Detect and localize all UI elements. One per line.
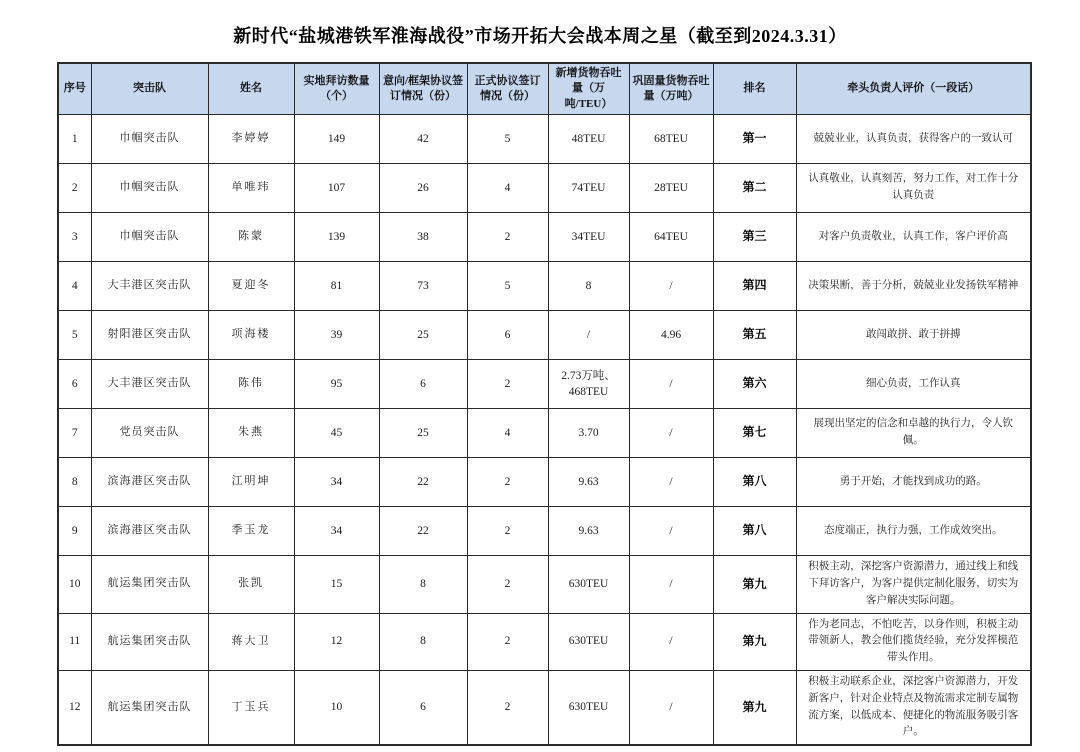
cell-serial-number: 12 [58, 670, 91, 745]
table-row [58, 360, 1031, 409]
cell-new-throughput: 74TEU [548, 164, 629, 213]
cell-consolidated-throughput: / [629, 556, 713, 613]
cell-serial-number: 7 [58, 409, 91, 458]
cell-new-throughput: 48TEU [548, 115, 629, 164]
table-row [58, 556, 1031, 613]
cell-person-name: 夏迎冬 [208, 262, 294, 311]
cell-consolidated-throughput: / [629, 409, 713, 458]
cell-leader-evaluation: 勇于开始，才能找到成功的路。 [796, 458, 1031, 507]
cell-leader-evaluation: 作为老同志，不怕吃苦，以身作则，积极主动带领新人，教会他们揽货经验，充分发挥模范带头作用。 [796, 613, 1031, 670]
cell-rank: 第四 [713, 262, 796, 311]
cell-consolidated-throughput: 68TEU [629, 115, 713, 164]
cell-field-visits: 149 [294, 115, 379, 164]
cell-rank: 第五 [713, 311, 796, 360]
cell-rank: 第七 [713, 409, 796, 458]
header-cell-leader-evaluation: 牵头负责人评价（一段话） [796, 63, 1031, 115]
cell-formal-agreements: 2 [467, 507, 548, 556]
cell-intent-agreements: 25 [379, 311, 467, 360]
cell-assault-team: 巾帼突击队 [91, 164, 208, 213]
table-body [58, 115, 1031, 745]
table-row [58, 311, 1031, 360]
cell-field-visits: 10 [294, 670, 379, 745]
cell-formal-agreements: 2 [467, 556, 548, 613]
cell-leader-evaluation: 展现出坚定的信念和卓越的执行力，令人钦佩。 [796, 409, 1031, 458]
cell-formal-agreements: 5 [467, 262, 548, 311]
cell-person-name: 朱燕 [208, 409, 294, 458]
cell-intent-agreements: 73 [379, 262, 467, 311]
cell-field-visits: 45 [294, 409, 379, 458]
page-title: 新时代“盐城港铁军淮海战役”市场开拓大会战本周之星（截至到2024.3.31） [233, 26, 847, 46]
cell-leader-evaluation: 细心负责，工作认真 [796, 360, 1031, 409]
cell-intent-agreements: 38 [379, 213, 467, 262]
cell-assault-team: 航运集团突击队 [91, 670, 208, 745]
cell-person-name: 蒋大卫 [208, 613, 294, 670]
cell-serial-number: 10 [58, 556, 91, 613]
cell-intent-agreements: 6 [379, 360, 467, 409]
cell-assault-team: 滨海港区突击队 [91, 458, 208, 507]
cell-consolidated-throughput: / [629, 613, 713, 670]
table-row [58, 213, 1031, 262]
cell-intent-agreements: 8 [379, 556, 467, 613]
header-cell-serial-number: 序号 [58, 63, 91, 115]
cell-formal-agreements: 2 [467, 458, 548, 507]
header-cell-person-name: 姓名 [208, 63, 294, 115]
header-cell-new-throughput: 新增货物吞吐量（万吨/TEU） [548, 63, 629, 115]
cell-serial-number: 2 [58, 164, 91, 213]
cell-serial-number: 8 [58, 458, 91, 507]
cell-new-throughput: 8 [548, 262, 629, 311]
cell-formal-agreements: 4 [467, 164, 548, 213]
cell-field-visits: 34 [294, 458, 379, 507]
header-cell-field-visits: 实地拜访数量（个） [294, 63, 379, 115]
cell-leader-evaluation: 兢兢业业，认真负责，获得客户的一致认可 [796, 115, 1031, 164]
cell-assault-team: 大丰港区突击队 [91, 262, 208, 311]
table-row [58, 409, 1031, 458]
header-cell-intent-agreements: 意向/框架协议签订情况（份） [379, 63, 467, 115]
cell-field-visits: 39 [294, 311, 379, 360]
cell-intent-agreements: 8 [379, 613, 467, 670]
cell-leader-evaluation: 态度端正，执行力强，工作成效突出。 [796, 507, 1031, 556]
cell-field-visits: 15 [294, 556, 379, 613]
cell-rank: 第八 [713, 458, 796, 507]
cell-formal-agreements: 2 [467, 213, 548, 262]
cell-field-visits: 139 [294, 213, 379, 262]
cell-assault-team: 滨海港区突击队 [91, 507, 208, 556]
cell-assault-team: 巾帼突击队 [91, 115, 208, 164]
cell-consolidated-throughput: 28TEU [629, 164, 713, 213]
cell-person-name: 季玉龙 [208, 507, 294, 556]
cell-leader-evaluation: 积极主动联系企业，深挖客户资源潜力，开发新客户，针对企业特点及物流需求定制专属物流方案，以低成本、便捷化的物流服务吸引客户。 [796, 670, 1031, 745]
table-row [58, 115, 1031, 164]
header-cell-rank: 排名 [713, 63, 796, 115]
cell-person-name: 张凯 [208, 556, 294, 613]
cell-leader-evaluation: 积极主动，深挖客户资源潜力，通过线上和线下拜访客户，为客户提供定制化服务，切实为客户解决实际问题。 [796, 556, 1031, 613]
cell-assault-team: 大丰港区突击队 [91, 360, 208, 409]
cell-consolidated-throughput: / [629, 262, 713, 311]
table-row [58, 670, 1031, 745]
cell-intent-agreements: 42 [379, 115, 467, 164]
cell-rank: 第二 [713, 164, 796, 213]
cell-assault-team: 射阳港区突击队 [91, 311, 208, 360]
cell-assault-team: 巾帼突击队 [91, 213, 208, 262]
cell-consolidated-throughput: / [629, 360, 713, 409]
cell-serial-number: 6 [58, 360, 91, 409]
cell-rank: 第一 [713, 115, 796, 164]
cell-new-throughput: 630TEU [548, 613, 629, 670]
cell-consolidated-throughput: 64TEU [629, 213, 713, 262]
table-row [58, 507, 1031, 556]
cell-field-visits: 95 [294, 360, 379, 409]
table-row [58, 458, 1031, 507]
cell-person-name: 项海楼 [208, 311, 294, 360]
cell-formal-agreements: 2 [467, 360, 548, 409]
cell-new-throughput: / [548, 311, 629, 360]
table-header [58, 63, 1031, 115]
header-cell-formal-agreements: 正式协议签订情况（份） [467, 63, 548, 115]
cell-serial-number: 9 [58, 507, 91, 556]
cell-field-visits: 34 [294, 507, 379, 556]
cell-serial-number: 1 [58, 115, 91, 164]
table-row [58, 262, 1031, 311]
cell-intent-agreements: 26 [379, 164, 467, 213]
cell-leader-evaluation: 认真敬业，认真刻苦，努力工作，对工作十分认真负责 [796, 164, 1031, 213]
cell-new-throughput: 9.63 [548, 507, 629, 556]
weekly-star-table [57, 62, 1032, 746]
cell-new-throughput: 630TEU [548, 670, 629, 745]
cell-serial-number: 11 [58, 613, 91, 670]
cell-rank: 第九 [713, 670, 796, 745]
cell-person-name: 江明坤 [208, 458, 294, 507]
cell-new-throughput: 2.73万吨、468TEU [548, 360, 629, 409]
cell-formal-agreements: 6 [467, 311, 548, 360]
cell-person-name: 李婷婷 [208, 115, 294, 164]
cell-person-name: 陈蒙 [208, 213, 294, 262]
cell-rank: 第八 [713, 507, 796, 556]
cell-intent-agreements: 6 [379, 670, 467, 745]
cell-serial-number: 5 [58, 311, 91, 360]
cell-rank: 第三 [713, 213, 796, 262]
cell-formal-agreements: 5 [467, 115, 548, 164]
cell-person-name: 单唯玮 [208, 164, 294, 213]
table-row [58, 613, 1031, 670]
cell-new-throughput: 9.63 [548, 458, 629, 507]
cell-assault-team: 航运集团突击队 [91, 613, 208, 670]
cell-consolidated-throughput: 4.96 [629, 311, 713, 360]
cell-intent-agreements: 22 [379, 458, 467, 507]
cell-assault-team: 航运集团突击队 [91, 556, 208, 613]
cell-formal-agreements: 4 [467, 409, 548, 458]
cell-consolidated-throughput: / [629, 458, 713, 507]
cell-rank: 第六 [713, 360, 796, 409]
cell-leader-evaluation: 敢闯敢拼、敢于拼搏 [796, 311, 1031, 360]
cell-person-name: 丁玉兵 [208, 670, 294, 745]
cell-field-visits: 107 [294, 164, 379, 213]
header-cell-assault-team: 突击队 [91, 63, 208, 115]
header-cell-consolidated-throughput: 巩固量货物吞吐量（万吨） [629, 63, 713, 115]
header-row [58, 63, 1031, 115]
cell-consolidated-throughput: / [629, 670, 713, 745]
table-row [58, 164, 1031, 213]
cell-intent-agreements: 22 [379, 507, 467, 556]
cell-consolidated-throughput: / [629, 507, 713, 556]
cell-new-throughput: 3.70 [548, 409, 629, 458]
cell-leader-evaluation: 决策果断，善于分析，兢兢业业发扬铁军精神 [796, 262, 1031, 311]
cell-serial-number: 4 [58, 262, 91, 311]
cell-leader-evaluation: 对客户负责敬业，认真工作，客户评价高 [796, 213, 1031, 262]
cell-field-visits: 81 [294, 262, 379, 311]
cell-new-throughput: 34TEU [548, 213, 629, 262]
cell-rank: 第九 [713, 613, 796, 670]
cell-new-throughput: 630TEU [548, 556, 629, 613]
cell-serial-number: 3 [58, 213, 91, 262]
cell-intent-agreements: 25 [379, 409, 467, 458]
cell-formal-agreements: 2 [467, 670, 548, 745]
cell-rank: 第九 [713, 556, 796, 613]
cell-formal-agreements: 2 [467, 613, 548, 670]
cell-field-visits: 12 [294, 613, 379, 670]
cell-person-name: 陈伟 [208, 360, 294, 409]
cell-assault-team: 党员突击队 [91, 409, 208, 458]
